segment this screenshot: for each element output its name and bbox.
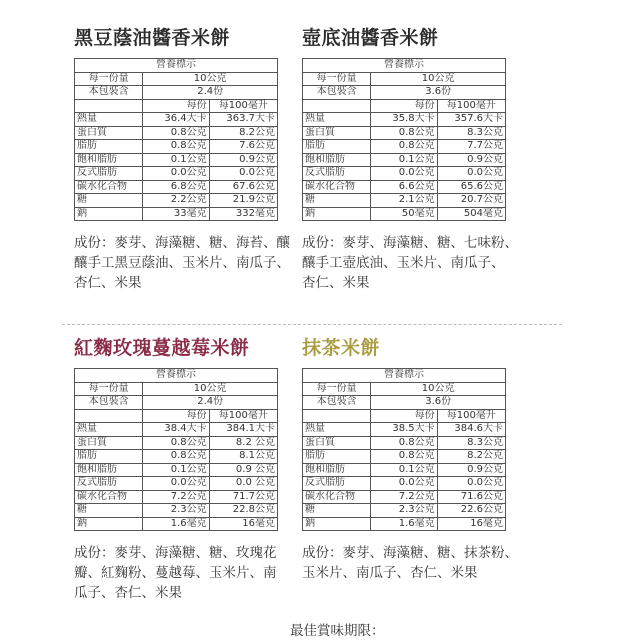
- serving-size-value: 10公克: [371, 72, 506, 86]
- per-serving-value: 0.8公克: [143, 126, 209, 140]
- nutrient-row: [303, 180, 506, 194]
- per-serving-value: 0.0公克: [371, 477, 437, 491]
- nutrient-row: [75, 167, 278, 181]
- serving-size-value: 10公克: [143, 382, 278, 396]
- nutrient-row: [75, 153, 278, 167]
- product-title: 壺底油醬香米餅: [302, 27, 439, 49]
- section-divider: [62, 324, 562, 325]
- nutrition-table: [302, 368, 506, 531]
- ingredients-line: 釀手工壺底油、玉米片、南瓜子、: [302, 255, 505, 271]
- per-100ml-value: 8.2公克: [437, 450, 505, 464]
- nutrient-row: [75, 126, 278, 140]
- ingredients-line: 杏仁、米果: [302, 275, 370, 291]
- per-serving-value: 0.0公克: [143, 477, 209, 491]
- per-100ml-header: 每100毫升: [209, 99, 277, 113]
- nutrient-row: [303, 167, 506, 181]
- ingredients-line: 釀手工黑豆蔭油、玉米片、南瓜子、: [74, 255, 290, 271]
- servings-value: 3.6份: [371, 396, 506, 410]
- per-serving-value: 6.8公克: [143, 180, 209, 194]
- nutrient-name: 反式脂肪: [303, 477, 371, 491]
- nutrient-row: [303, 436, 506, 450]
- ingredients: [302, 233, 528, 293]
- per-serving-value: 7.2公克: [371, 490, 437, 504]
- product-title: 抹茶米餅: [302, 337, 381, 359]
- nutrient-row: [75, 180, 278, 194]
- servings-value: 2.4份: [143, 86, 278, 100]
- per-serving-value: 36.4大卡: [143, 113, 209, 127]
- nutrient-name: 鈉: [75, 207, 143, 221]
- per-serving-value: 35.8大卡: [371, 113, 437, 127]
- per-serving-value: 38.5大卡: [371, 423, 437, 437]
- per-serving-value: 1.6毫克: [143, 517, 209, 531]
- per-100ml-value: 0.0公克: [437, 477, 505, 491]
- nutrient-name: 脂肪: [303, 450, 371, 464]
- per-serving-value: 50毫克: [371, 207, 437, 221]
- nutrition-header: 營養標示: [75, 59, 278, 73]
- per-serving-value: 0.8公克: [371, 436, 437, 450]
- per-serving-value: 1.6毫克: [371, 517, 437, 531]
- nutrient-name: 熱量: [303, 423, 371, 437]
- per-100ml-value: 22.8公克: [209, 504, 277, 518]
- nutrient-row: [303, 517, 506, 531]
- per-serving-value: 0.1公克: [371, 463, 437, 477]
- per-100ml-value: 8.3公克: [437, 436, 505, 450]
- nutrient-name: 反式脂肪: [75, 167, 143, 181]
- nutrient-name: 糖: [75, 194, 143, 208]
- nutrient-row: [303, 140, 506, 154]
- nutrient-name: 碳水化合物: [75, 180, 143, 194]
- nutrient-name: 蛋白質: [303, 126, 371, 140]
- empty-cell: [303, 99, 371, 113]
- per-serving-value: 0.1公克: [143, 463, 209, 477]
- nutrient-row: [75, 436, 278, 450]
- ingredients-line: 成份：麥芽、海藻糖、糖、玫瑰花: [74, 545, 277, 561]
- best-before-label: 最佳賞味期限：: [290, 623, 385, 639]
- nutrient-row: [303, 450, 506, 464]
- per-100ml-value: 8.3公克: [437, 126, 505, 140]
- per-serving-value: 6.6公克: [371, 180, 437, 194]
- nutrient-name: 鈉: [303, 517, 371, 531]
- per-100ml-value: 16毫克: [209, 517, 277, 531]
- nutrient-row: [303, 153, 506, 167]
- nutrient-row: [303, 194, 506, 208]
- nutrition-header: 營養標示: [75, 369, 278, 383]
- nutrient-name: 飽和脂肪: [75, 463, 143, 477]
- per-serving-header: 每份: [371, 99, 437, 113]
- per-100ml-value: 332毫克: [209, 207, 277, 221]
- nutrient-row: [303, 490, 506, 504]
- nutrient-name: 碳水化合物: [75, 490, 143, 504]
- per-100ml-value: 22.6公克: [437, 504, 505, 518]
- ingredients-line: 玉米片、南瓜子、杏仁、米果: [302, 565, 478, 581]
- nutrient-row: [75, 490, 278, 504]
- ingredients-line: 瓜子、杏仁、米果: [74, 585, 182, 601]
- product-panel-pot-bottom-oil: [302, 26, 532, 293]
- nutrient-name: 飽和脂肪: [75, 153, 143, 167]
- nutrient-row: [303, 126, 506, 140]
- per-100ml-value: 0.0 公克: [209, 477, 277, 491]
- product-title: 紅麴玫瑰蔓越莓米餅: [74, 337, 250, 359]
- nutrient-name: 飽和脂肪: [303, 153, 371, 167]
- nutrient-row: [75, 113, 278, 127]
- nutrient-name: 蛋白質: [75, 126, 143, 140]
- per-serving-value: 2.3公克: [371, 504, 437, 518]
- per-serving-header: 每份: [371, 409, 437, 423]
- per-100ml-value: 0.0公克: [209, 167, 277, 181]
- nutrient-name: 反式脂肪: [303, 167, 371, 181]
- per-100ml-value: 0.0公克: [437, 167, 505, 181]
- per-100ml-value: 7.7公克: [437, 140, 505, 154]
- nutrient-row: [75, 477, 278, 491]
- per-serving-value: 0.8公克: [371, 126, 437, 140]
- nutrient-name: 脂肪: [303, 140, 371, 154]
- per-100ml-value: 0.9公克: [437, 153, 505, 167]
- product-panel-hongqu-rose: [74, 336, 304, 603]
- serving-size-value: 10公克: [371, 382, 506, 396]
- per-100ml-value: 504毫克: [437, 207, 505, 221]
- per-100ml-value: 16毫克: [437, 517, 505, 531]
- product-title: 黑豆蔭油醬香米餅: [74, 27, 231, 49]
- nutrient-row: [75, 450, 278, 464]
- servings-label: 本包裝含: [303, 86, 371, 100]
- nutrient-row: [75, 207, 278, 221]
- per-serving-value: 0.8公克: [371, 450, 437, 464]
- nutrient-name: 鈉: [303, 207, 371, 221]
- per-100ml-value: 384.1大卡: [209, 423, 277, 437]
- ingredients: [302, 543, 528, 583]
- per-serving-header: 每份: [143, 99, 209, 113]
- per-serving-value: 0.0公克: [143, 167, 209, 181]
- ingredients: [74, 543, 300, 603]
- per-serving-header: 每份: [143, 409, 209, 423]
- ingredients-line: 成份：麥芽、海藻糖、糖、抹茶粉、: [302, 545, 518, 561]
- per-100ml-value: 7.6公克: [209, 140, 277, 154]
- per-100ml-value: 71.7公克: [209, 490, 277, 504]
- per-serving-value: 2.1公克: [371, 194, 437, 208]
- nutrient-name: 蛋白質: [303, 436, 371, 450]
- serving-size-label: 每一份量: [75, 382, 143, 396]
- nutrient-name: 熱量: [303, 113, 371, 127]
- servings-label: 本包裝含: [75, 86, 143, 100]
- per-serving-value: 0.1公克: [371, 153, 437, 167]
- nutrient-name: 脂肪: [75, 140, 143, 154]
- nutrient-row: [75, 140, 278, 154]
- per-100ml-value: 0.9公克: [437, 463, 505, 477]
- per-100ml-value: 0.9 公克: [209, 463, 277, 477]
- nutrient-name: 飽和脂肪: [303, 463, 371, 477]
- serving-size-label: 每一份量: [303, 72, 371, 86]
- per-serving-value: 38.4大卡: [143, 423, 209, 437]
- per-100ml-value: 8.2 公克: [209, 436, 277, 450]
- servings-value: 3.6份: [371, 86, 506, 100]
- nutrition-table: [74, 58, 278, 221]
- per-100ml-value: 357.6大卡: [437, 113, 505, 127]
- product-panel-matcha: [302, 336, 532, 583]
- nutrient-row: [75, 504, 278, 518]
- ingredients-line: 成份：麥芽、海藻糖、糖、海苔、釀: [74, 235, 290, 251]
- nutrient-name: 熱量: [75, 113, 143, 127]
- per-serving-value: 0.8公克: [143, 140, 209, 154]
- per-100ml-value: 71.6公克: [437, 490, 505, 504]
- nutrient-name: 碳水化合物: [303, 490, 371, 504]
- nutrition-header: 營養標示: [303, 369, 506, 383]
- per-100ml-value: 384.6大卡: [437, 423, 505, 437]
- per-100ml-header: 每100毫升: [437, 99, 505, 113]
- nutrient-name: 鈉: [75, 517, 143, 531]
- per-100ml-value: 67.6公克: [209, 180, 277, 194]
- per-100ml-value: 363.7大卡: [209, 113, 277, 127]
- per-100ml-value: 8.2公克: [209, 126, 277, 140]
- servings-value: 2.4份: [143, 396, 278, 410]
- empty-cell: [303, 409, 371, 423]
- nutrient-row: [303, 477, 506, 491]
- nutrient-name: 糖: [303, 504, 371, 518]
- per-100ml-value: 8.1公克: [209, 450, 277, 464]
- serving-size-value: 10公克: [143, 72, 278, 86]
- per-serving-value: 0.8公克: [143, 450, 209, 464]
- nutrient-row: [303, 463, 506, 477]
- per-serving-value: 0.8公克: [371, 140, 437, 154]
- per-serving-value: 33毫克: [143, 207, 209, 221]
- ingredients: [74, 233, 300, 293]
- per-serving-value: 0.0公克: [371, 167, 437, 181]
- nutrient-row: [303, 423, 506, 437]
- nutrient-row: [303, 504, 506, 518]
- per-100ml-header: 每100毫升: [209, 409, 277, 423]
- nutrient-row: [303, 207, 506, 221]
- nutrient-name: 熱量: [75, 423, 143, 437]
- ingredients-line: 成份：麥芽、海藻糖、糖、七味粉、: [302, 235, 518, 251]
- nutrient-name: 蛋白質: [75, 436, 143, 450]
- nutrient-name: 脂肪: [75, 450, 143, 464]
- ingredients-line: 杏仁、米果: [74, 275, 142, 291]
- per-100ml-header: 每100毫升: [437, 409, 505, 423]
- nutrition-header: 營養標示: [303, 59, 506, 73]
- nutrient-row: [75, 463, 278, 477]
- ingredients-line: 瓣、紅麴粉、蔓越莓、玉米片、南: [74, 565, 277, 581]
- product-panel-black-bean: [74, 26, 304, 293]
- per-100ml-value: 65.6公克: [437, 180, 505, 194]
- nutrient-name: 糖: [75, 504, 143, 518]
- empty-cell: [75, 409, 143, 423]
- servings-label: 本包裝含: [75, 396, 143, 410]
- serving-size-label: 每一份量: [303, 382, 371, 396]
- nutrition-table: [74, 368, 278, 531]
- per-100ml-value: 21.9公克: [209, 194, 277, 208]
- per-serving-value: 0.8公克: [143, 436, 209, 450]
- nutrient-row: [75, 517, 278, 531]
- nutrient-row: [303, 113, 506, 127]
- nutrient-row: [75, 423, 278, 437]
- nutrient-name: 碳水化合物: [303, 180, 371, 194]
- per-serving-value: 2.3公克: [143, 504, 209, 518]
- per-100ml-value: 0.9公克: [209, 153, 277, 167]
- nutrient-name: 反式脂肪: [75, 477, 143, 491]
- nutrition-table: [302, 58, 506, 221]
- serving-size-label: 每一份量: [75, 72, 143, 86]
- per-serving-value: 0.1公克: [143, 153, 209, 167]
- nutrient-name: 糖: [303, 194, 371, 208]
- nutrient-row: [75, 194, 278, 208]
- per-100ml-value: 20.7公克: [437, 194, 505, 208]
- servings-label: 本包裝含: [303, 396, 371, 410]
- per-serving-value: 7.2公克: [143, 490, 209, 504]
- empty-cell: [75, 99, 143, 113]
- per-serving-value: 2.2公克: [143, 194, 209, 208]
